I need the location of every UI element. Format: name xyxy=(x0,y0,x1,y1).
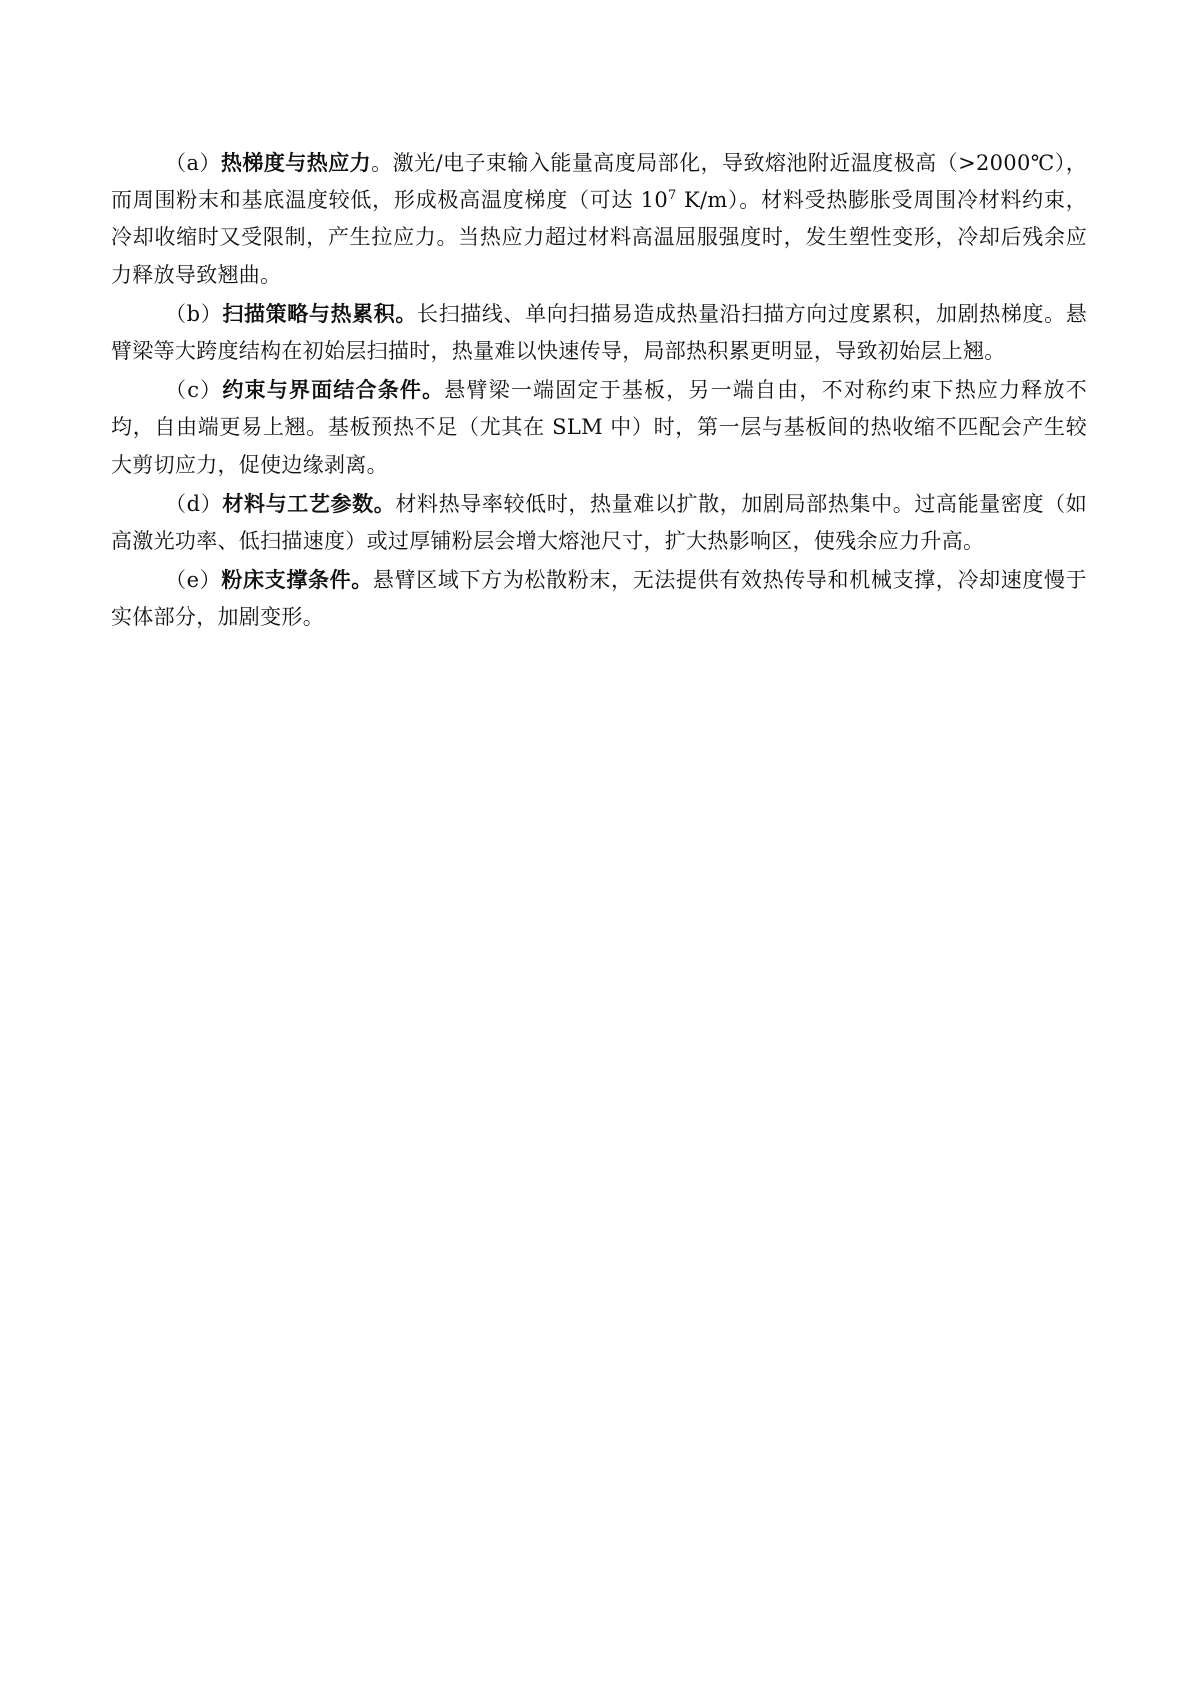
paragraph-label: （a） xyxy=(165,151,221,175)
paragraph-a xyxy=(111,144,1087,294)
paragraph-text: 长扫描线、单向扫描易造成热量沿扫描方向过度累积，加剧热梯度。悬臂梁等大跨度结构在初始层扫描时，热量难以快速传导，局部热积累更明显，导致初始层上翘。 xyxy=(111,301,1088,364)
paragraph-c xyxy=(111,371,1087,484)
paragraph-text: 。激光/电子束输入能量高度局部化，导致熔池附近温度极高（>2000℃），而周围粉末和基底温度较低，形成极高温度梯度（可达 10 xyxy=(111,151,1088,213)
document-body xyxy=(111,144,1087,638)
paragraph-e xyxy=(111,561,1087,636)
paragraph-label: （c） xyxy=(165,378,223,403)
paragraph-label: （d） xyxy=(165,491,223,516)
paragraph-heading: 材料与工艺参数。 xyxy=(222,490,396,516)
paragraph-text: 悬臂区域下方为松散粉末，无法提供有效热传导和机械支撑，冷却速度慢于实体部分，加剧变形。 xyxy=(111,568,1087,630)
paragraph-heading: 扫描策略与热累积。 xyxy=(222,300,417,326)
paragraph-text: 材料热导率较低时，热量难以扩散，加剧局部热集中。过高能量密度（如高激光功率、低扫描速度）或过厚铺粉层会增大熔池尺寸，扩大热影响区，使残余应力升高。 xyxy=(111,491,1087,554)
paragraph-heading: 粉床支撑条件。 xyxy=(221,567,373,593)
paragraph-label: （b） xyxy=(165,301,223,326)
paragraph-heading: 热梯度与热应力 xyxy=(220,150,372,175)
paragraph-label: （e） xyxy=(165,568,222,593)
paragraph-text: 悬臂梁一端固定于基板，另一端自由，不对称约束下热应力释放不均，自由端更易上翘。基板预热不足（尤其在 SLM 中）时，第一层与基板间的热收缩不匹配会产生较大剪切应力，促使边缘剥离。 xyxy=(111,378,1087,477)
paragraph-text-continued: K/m）。材料受热膨胀受周围冷材料约束，冷却收缩时又受限制，产生拉应力。当热应力超过材料高温屈服强度时，发生塑性变形，冷却后残余应力释放导致翘曲。 xyxy=(111,188,1088,287)
exponent: 7 xyxy=(668,188,677,204)
paragraph-heading: 约束与界面结合条件。 xyxy=(222,377,445,403)
paragraph-b xyxy=(111,295,1087,370)
paragraph-d xyxy=(111,485,1087,560)
